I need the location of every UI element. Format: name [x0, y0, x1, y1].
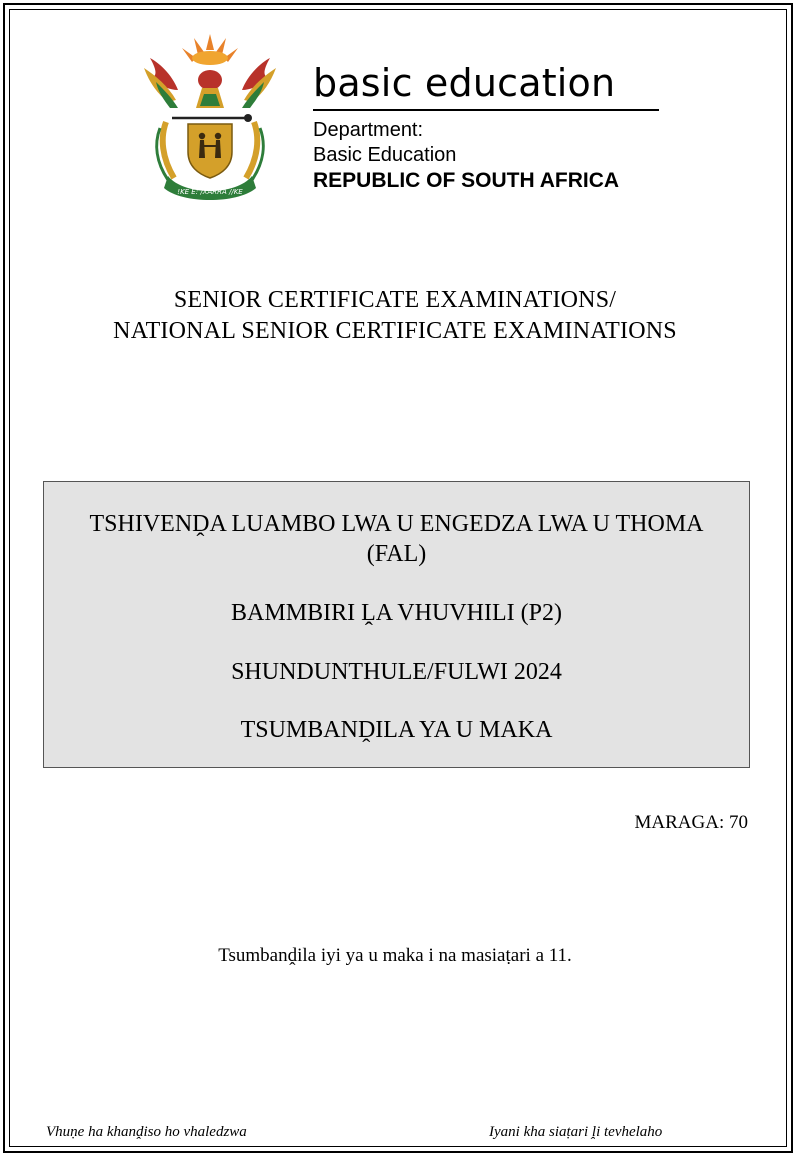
- total-marks: MARAGA: 70: [634, 812, 748, 833]
- exam-heading-line2: NATIONAL SENIOR CERTIFICATE EXAMINATIONS: [113, 318, 677, 344]
- exam-heading-line1: SENIOR CERTIFICATE EXAMINATIONS/: [173, 287, 617, 313]
- motto-ribbon: [164, 176, 256, 200]
- subject-level: (FAL): [366, 541, 427, 567]
- brand-underline: [313, 109, 659, 111]
- department-block: [313, 58, 663, 193]
- department-label: Department:: [313, 119, 424, 141]
- document-type: TSUMBANḒILA YA U MAKA: [240, 717, 553, 743]
- department-name: Basic Education: [313, 144, 457, 166]
- exam-heading: [0, 285, 790, 347]
- coat-of-arms-logo: [138, 28, 282, 200]
- copyright-footer: Vhuṇe ha khanḓiso ho vhaledzwa: [46, 1124, 247, 1140]
- page-count-note: Tsumbanḓila iyi ya u maka i na masiaṭari a 11.: [218, 945, 572, 966]
- country-name: REPUBLIC OF SOUTH AFRICA: [313, 169, 620, 192]
- paper-title-box: [43, 481, 750, 768]
- motto-text: !KE E: /XARRA //KE: [177, 188, 243, 196]
- subject-title: TSHIVENḒA LUAMBO LWA U ENGEDZA LWA U THOMA: [89, 511, 704, 537]
- paper-number: BAMMBIRI ḼA VHUVHILI (P2): [231, 600, 562, 626]
- sun-icon: [182, 34, 238, 65]
- shield-icon: [188, 124, 232, 178]
- next-page-footer: Iyani kha siaṭari ḽi tevhelaho: [489, 1124, 663, 1140]
- brand-title: basic education: [313, 61, 616, 105]
- exam-session: SHUNDUNTHULE/FULWI 2024: [231, 659, 562, 685]
